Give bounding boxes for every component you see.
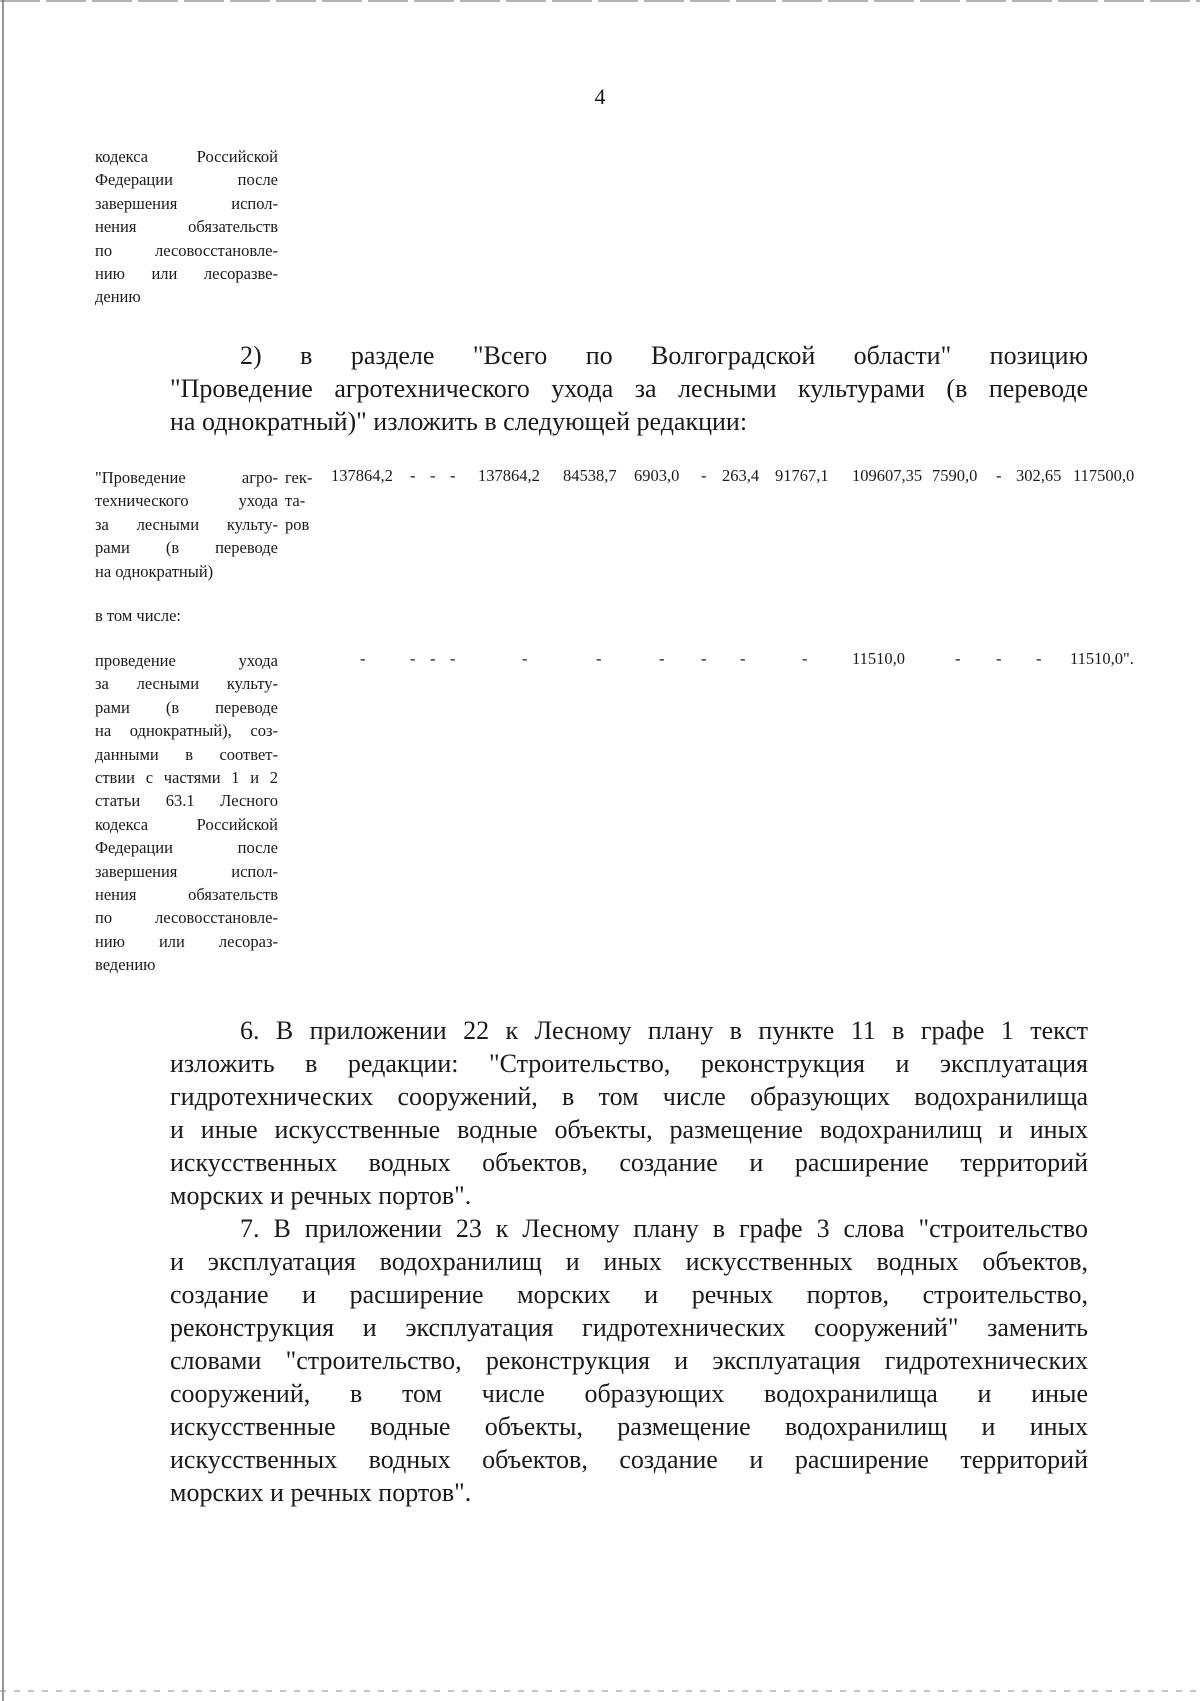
text-line: кодекса Российской bbox=[95, 147, 278, 166]
text-line: нию или лесораз- bbox=[95, 931, 278, 951]
table-cell: - bbox=[996, 466, 1002, 485]
text-line: рами (в переводе bbox=[95, 697, 278, 717]
text-line: 7. В приложении 23 к Лесному плану в графе 3 слова "строительство bbox=[240, 1214, 1088, 1243]
text-line: Федерации после bbox=[95, 170, 278, 190]
text-line: морских и речных портов". bbox=[170, 1478, 472, 1507]
table-cell: - bbox=[410, 466, 416, 485]
table-cell: - bbox=[410, 649, 416, 668]
paragraph-2 bbox=[170, 339, 1088, 438]
table-cell: 263,4 bbox=[722, 466, 760, 485]
text-line: искусственные водные объекты, размещение водохранилищ и иных bbox=[170, 1412, 1088, 1441]
text-line: и эксплуатация водохранилищ и иных искусственных водных объектов, bbox=[170, 1247, 1088, 1276]
page-number: 4 bbox=[594, 84, 606, 109]
table-cell: - bbox=[430, 649, 436, 668]
table-cell: 84538,7 bbox=[563, 466, 617, 485]
table-cell: 11510,0 bbox=[852, 649, 906, 668]
table-cell: - bbox=[430, 466, 436, 485]
text-line: за лесными культу- bbox=[95, 674, 278, 694]
scan-edge-top bbox=[0, 0, 1200, 2]
table-cell: 302,65 bbox=[1016, 466, 1062, 485]
row-1-unit bbox=[285, 466, 312, 536]
paragraph-7 bbox=[170, 1212, 1088, 1509]
text-line: по лесовосстановле- bbox=[95, 908, 278, 928]
text-line: и иные искусственные водные объекты, размещение водохранилищ и иных bbox=[170, 1115, 1088, 1144]
text-line: рами (в переводе bbox=[95, 538, 278, 558]
text-line: гидротехнических сооружений, в том числе образующих водохранилища bbox=[170, 1082, 1088, 1111]
table-cell: - bbox=[701, 466, 707, 485]
text-line: 2) в разделе "Всего по Волгоградской области" позицию bbox=[240, 341, 1088, 370]
paragraph-6 bbox=[170, 1014, 1088, 1212]
row-1-label bbox=[95, 466, 278, 583]
text-line: на однократный) bbox=[95, 561, 214, 581]
text-line: сооружений, в том числе образующих водохранилища и иные bbox=[170, 1379, 1088, 1408]
scan-edge-left bbox=[2, 0, 4, 1701]
text-line: кодекса Российской bbox=[95, 814, 278, 834]
text-line: реконструкция и эксплуатация гидротехнических сооружений" заменить bbox=[170, 1313, 1088, 1342]
text-line: создание и расширение морских и речных портов, строительство, bbox=[170, 1280, 1088, 1309]
text-line: завершения испол- bbox=[95, 861, 278, 881]
text-line: дению bbox=[95, 287, 141, 307]
text-line: статьи 63.1 Лесного bbox=[95, 791, 278, 811]
table-cell: 7590,0 bbox=[932, 466, 978, 485]
table-cell: - bbox=[701, 649, 707, 668]
text-line: изложить в редакции: "Строительство, реконструкция и эксплуатация bbox=[170, 1049, 1088, 1078]
text-line: проведение ухода bbox=[95, 651, 278, 670]
table-cell: - bbox=[360, 649, 366, 668]
table-cell: - bbox=[740, 649, 746, 668]
including-label: в том числе: bbox=[95, 606, 182, 625]
scan-edge-bottom bbox=[0, 1690, 1200, 1692]
table-cell: - bbox=[802, 649, 808, 668]
text-line: нию или лесоразве- bbox=[95, 263, 278, 283]
text-line: нения обязательств bbox=[95, 217, 278, 237]
table-cell: - bbox=[659, 649, 665, 668]
text-line: морских и речных портов". bbox=[170, 1181, 472, 1210]
text-line: 6. В приложении 22 к Лесному плану в пункте 11 в графе 1 текст bbox=[240, 1016, 1088, 1045]
table-cell: - bbox=[996, 649, 1002, 668]
table-cell: - bbox=[522, 649, 528, 668]
unit-line: гек- bbox=[285, 468, 313, 487]
text-line: "Проведение агро- bbox=[95, 468, 278, 487]
text-line: технического ухода bbox=[95, 491, 278, 511]
text-line: словами "строительство, реконструкция и эксплуатация гидротехнических bbox=[170, 1346, 1088, 1375]
table-cell: - bbox=[1036, 649, 1042, 668]
unit-line: та- bbox=[285, 491, 306, 511]
text-line: ствии с частями 1 и 2 bbox=[95, 767, 278, 787]
row-2-label bbox=[95, 649, 278, 976]
text-line: ведению bbox=[95, 955, 156, 975]
table-continuation-text bbox=[95, 145, 278, 309]
table-cell: - bbox=[955, 649, 961, 668]
table-cell: 117500,0 bbox=[1073, 466, 1135, 485]
text-line: нения обязательств bbox=[95, 884, 278, 904]
text-line: данными в соответ- bbox=[95, 744, 278, 764]
text-line: "Проведение агротехнического ухода за лесными культурами (в переводе bbox=[170, 374, 1088, 403]
table-cell: - bbox=[450, 466, 456, 485]
text-line: на однократный), соз- bbox=[95, 721, 278, 741]
table-cell: 6903,0 bbox=[634, 466, 680, 485]
table-cell: 91767,1 bbox=[775, 466, 829, 485]
text-line: искусственных водных объектов, создание и расширение территорий bbox=[170, 1148, 1088, 1177]
table-cell: 137864,2 bbox=[478, 466, 540, 485]
table-cell: 109607,35 bbox=[852, 466, 923, 485]
text-line: по лесовосстановле- bbox=[95, 240, 278, 260]
table-cell: - bbox=[596, 649, 602, 668]
unit-line: ров bbox=[285, 514, 310, 534]
text-line: на однократный)" изложить в следующей редакции: bbox=[170, 407, 748, 436]
text-line: Федерации после bbox=[95, 838, 278, 858]
text-line: завершения испол- bbox=[95, 193, 278, 213]
text-line: за лесными культу- bbox=[95, 514, 278, 534]
text-line: искусственных водных объектов, создание и расширение территорий bbox=[170, 1445, 1088, 1474]
table-cell: 137864,2 bbox=[331, 466, 393, 485]
table-cell: 11510,0". bbox=[1070, 649, 1134, 668]
table-cell: - bbox=[450, 649, 456, 668]
